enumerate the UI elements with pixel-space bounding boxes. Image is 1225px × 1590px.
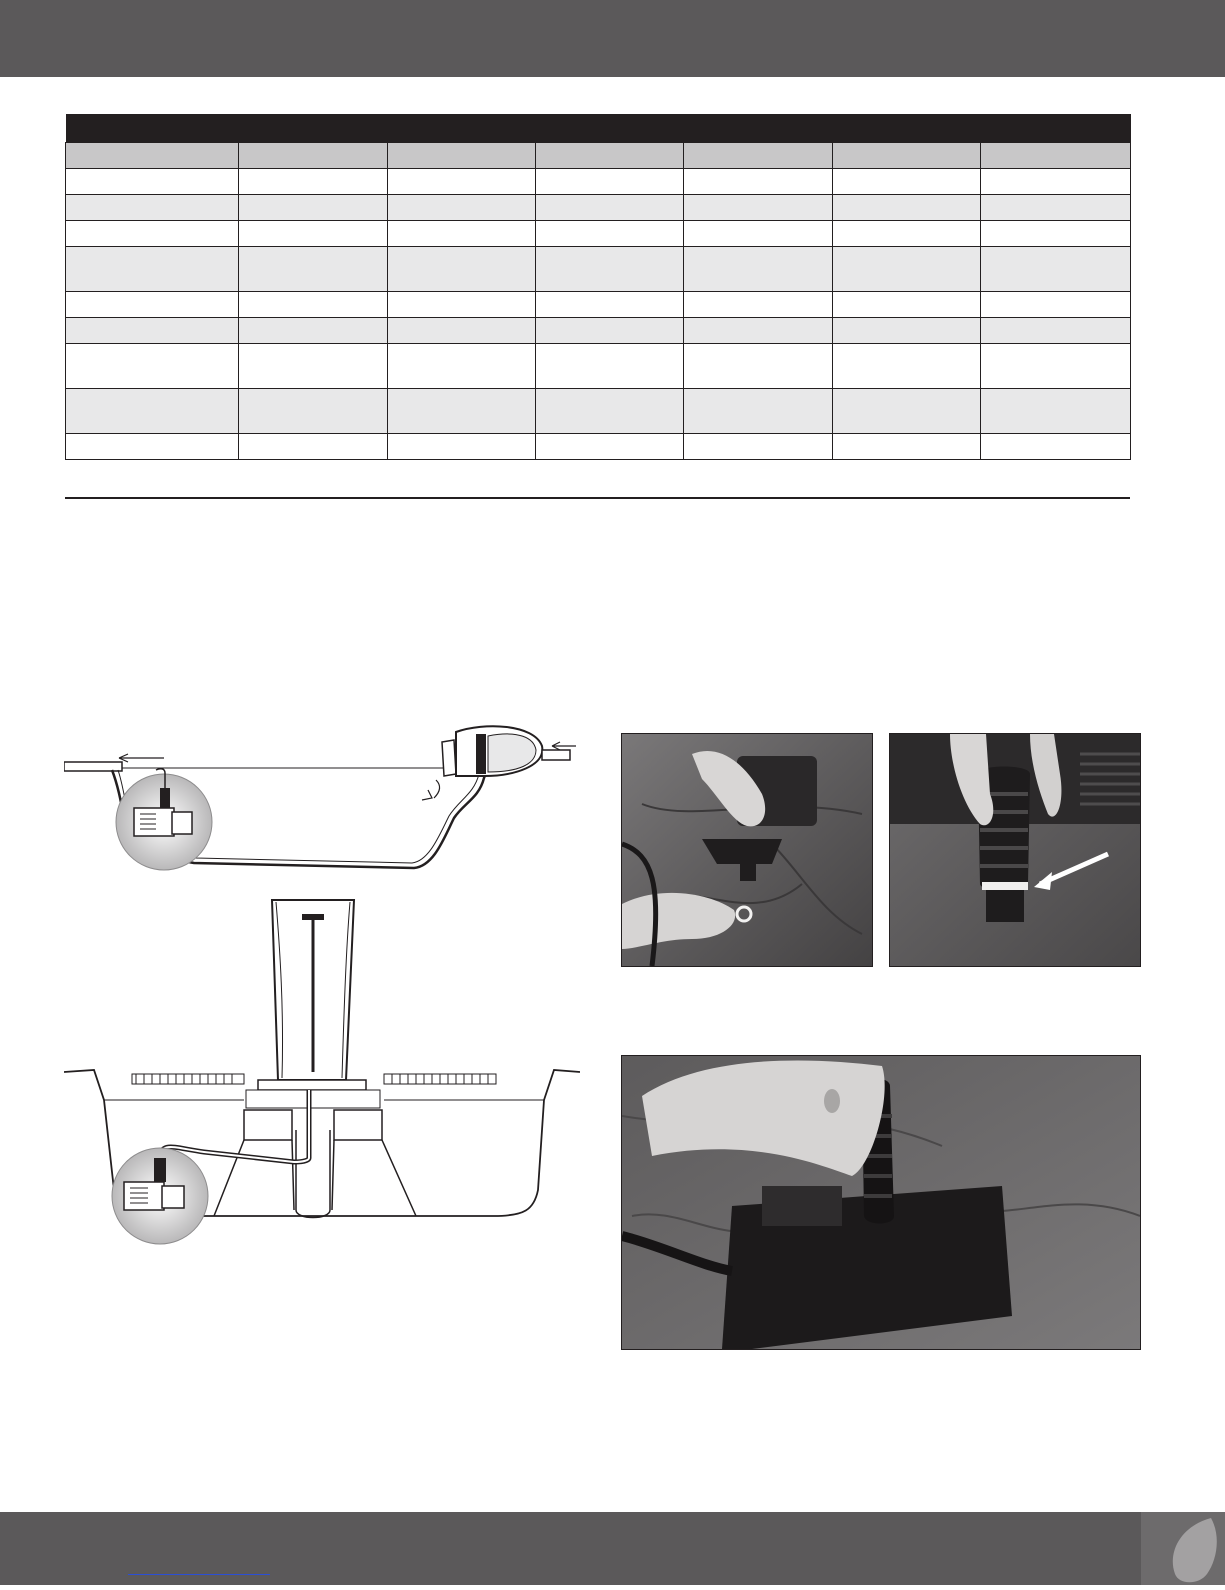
table-cell — [684, 169, 833, 195]
table-cell — [981, 221, 1131, 247]
table-cell — [66, 169, 239, 195]
table-cell — [684, 221, 833, 247]
rock-ledge-right — [384, 1074, 496, 1084]
table-cell — [536, 318, 684, 344]
table-row — [66, 344, 1131, 389]
table-cell — [239, 389, 388, 434]
manifold-photo — [621, 733, 873, 967]
pump-attachment-photo — [621, 1055, 1141, 1350]
table-cell — [981, 247, 1131, 292]
table-cell — [66, 344, 239, 389]
table-cell — [536, 221, 684, 247]
table-cell — [536, 344, 684, 389]
table-title-bar — [66, 114, 1131, 143]
table-cell — [684, 344, 833, 389]
table-cell — [388, 247, 536, 292]
table-cell — [981, 344, 1131, 389]
table-cell — [833, 292, 981, 318]
table-cell — [536, 169, 684, 195]
table-header-cell — [981, 143, 1131, 169]
table-cell — [66, 221, 239, 247]
table-cell — [388, 221, 536, 247]
adapter-photo — [889, 733, 1141, 967]
table-cell — [66, 195, 239, 221]
table-cell — [981, 434, 1131, 460]
o-ring — [982, 882, 1028, 890]
table-cell — [239, 169, 388, 195]
filter-unit — [442, 726, 576, 776]
table-cell — [66, 434, 239, 460]
table-cell — [833, 247, 981, 292]
table-row — [66, 292, 1131, 318]
pump-magnifier — [116, 769, 212, 870]
table-cell — [684, 195, 833, 221]
table-cell — [684, 434, 833, 460]
table-header-cell — [833, 143, 981, 169]
table-cell — [239, 195, 388, 221]
pond-diagram — [64, 718, 580, 878]
footer-link-underline[interactable] — [128, 1574, 270, 1575]
table-cell — [388, 169, 536, 195]
table-row — [66, 434, 1131, 460]
table-cell — [833, 344, 981, 389]
table-cell — [536, 389, 684, 434]
table-cell — [388, 434, 536, 460]
table-cell — [981, 318, 1131, 344]
table-cell — [239, 247, 388, 292]
page-header-bar — [0, 0, 1225, 77]
table-cell — [388, 318, 536, 344]
table-cell — [388, 292, 536, 318]
rock-ledge-left — [132, 1074, 244, 1084]
table-cell — [536, 247, 684, 292]
table-cell — [66, 318, 239, 344]
table-cell — [388, 195, 536, 221]
table-cell — [684, 318, 833, 344]
table-header-cell — [239, 143, 388, 169]
section-divider — [65, 497, 1130, 499]
table-cell — [239, 344, 388, 389]
table-cell — [536, 434, 684, 460]
pump-magnifier — [112, 1148, 208, 1244]
table-cell — [388, 389, 536, 434]
table-cell — [981, 195, 1131, 221]
footer-tab — [1141, 1512, 1225, 1585]
table-cell — [536, 292, 684, 318]
table-row — [66, 169, 1131, 195]
table-cell — [684, 292, 833, 318]
table-cell — [239, 434, 388, 460]
table-row — [66, 195, 1131, 221]
table-header-cell — [66, 143, 239, 169]
table-cell — [66, 292, 239, 318]
table-row — [66, 318, 1131, 344]
table-cell — [981, 389, 1131, 434]
table-row — [66, 247, 1131, 292]
table-cell — [833, 389, 981, 434]
table-cell — [833, 169, 981, 195]
table-cell — [536, 195, 684, 221]
table-cell — [684, 247, 833, 292]
fountain-diagram — [64, 890, 580, 1250]
table-cell — [684, 389, 833, 434]
table-cell — [833, 318, 981, 344]
leaf-logo-icon — [1141, 1512, 1225, 1585]
table-header-cell — [536, 143, 684, 169]
table-cell — [388, 344, 536, 389]
specifications-table — [65, 114, 1131, 460]
table-cell — [239, 318, 388, 344]
table-cell — [239, 221, 388, 247]
table-cell — [239, 292, 388, 318]
table-cell — [66, 247, 239, 292]
table-cell — [833, 221, 981, 247]
table-cell — [981, 169, 1131, 195]
table-cell — [66, 389, 239, 434]
table-cell — [833, 434, 981, 460]
table-cell — [981, 292, 1131, 318]
table-header-cell — [388, 143, 536, 169]
table-header-row — [66, 143, 1131, 169]
table-cell — [833, 195, 981, 221]
table-row — [66, 221, 1131, 247]
table-header-cell — [684, 143, 833, 169]
table-row — [66, 389, 1131, 434]
